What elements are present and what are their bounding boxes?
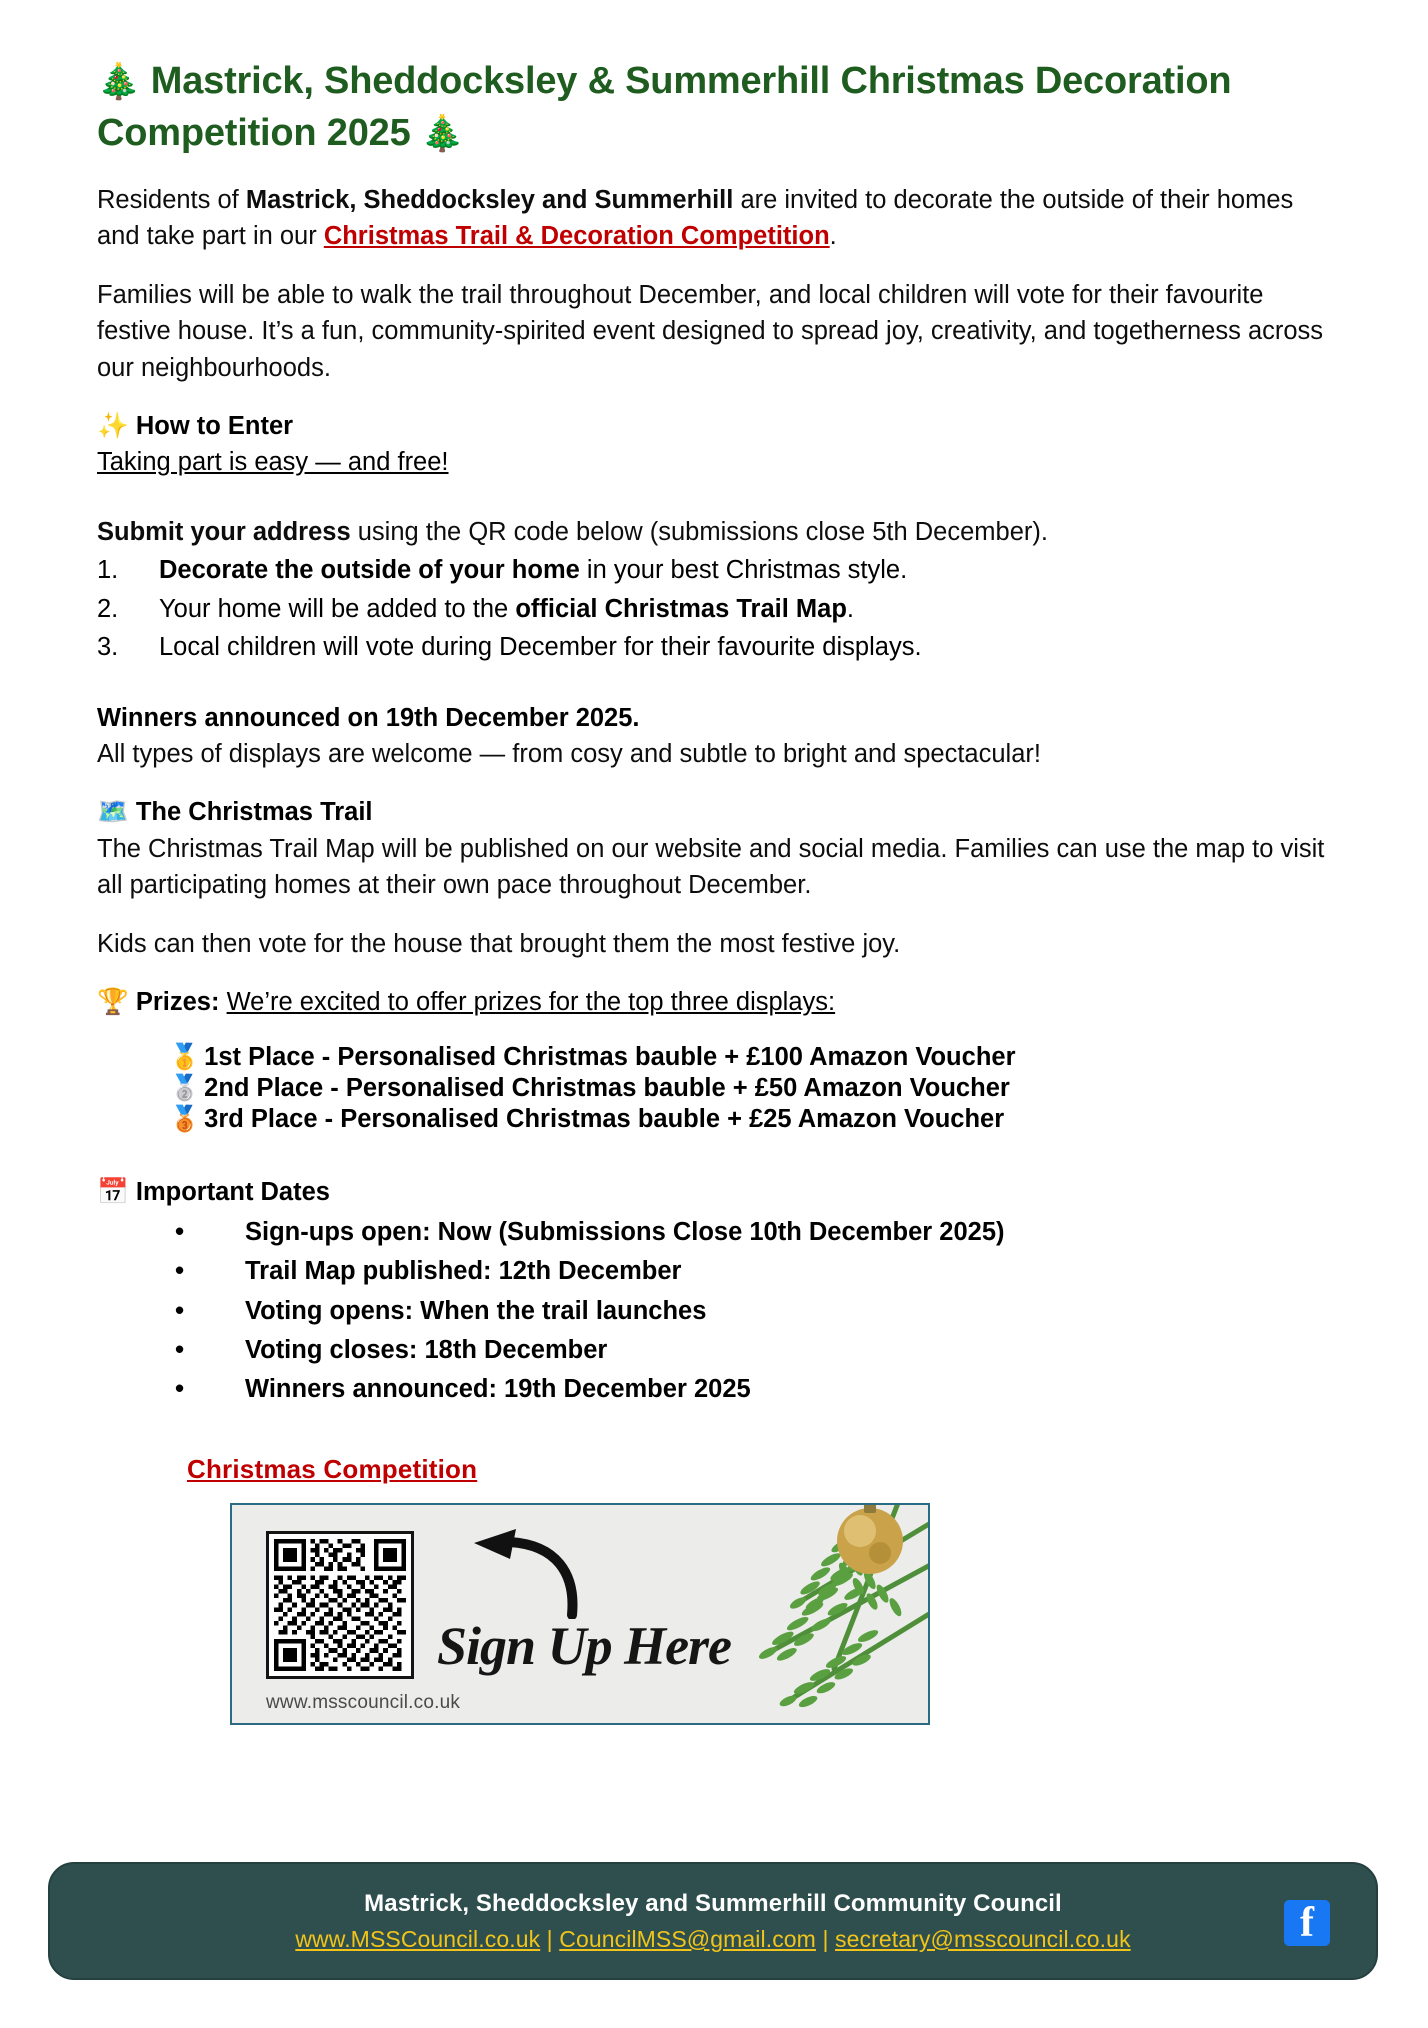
christmas-trail-body: The Christmas Trail Map will be published on our website and social media. Families can use the map to visit all participating homes at their own pace throughout December.	[97, 834, 1325, 899]
bronze-medal-icon: 🥉	[169, 1104, 201, 1134]
how-to-enter-steps	[97, 552, 1327, 665]
step-number-3: 3.	[97, 632, 119, 661]
intro-p1-part-c: .	[829, 222, 837, 251]
qr-code-icon[interactable]	[266, 1531, 414, 1679]
important-dates-list	[175, 1214, 1327, 1407]
prize-2-text: 2nd Place - Personalised Christmas bauble + £50 Amazon Voucher	[204, 1074, 1010, 1103]
list-item: • Sign-ups open: Now (Submissions Close 10th December 2025)	[175, 1214, 1327, 1250]
step-1-bold: Decorate the outside of your home	[159, 556, 580, 585]
footer-website-link[interactable]: www.MSSCouncil.co.uk	[295, 1926, 541, 1952]
page-title	[97, 55, 1327, 160]
list-item: • Voting opens: When the trail launches	[175, 1293, 1327, 1329]
step-3-rest: Local children will vote during December for their favourite displays.	[159, 632, 922, 661]
list-item	[97, 629, 1327, 665]
footer-email-link-2[interactable]: secretary@msscouncil.co.uk	[835, 1926, 1131, 1952]
list-item: • Voting closes: 18th December	[175, 1332, 1327, 1368]
prize-1-text: 1st Place - Personalised Christmas bauble + £100 Amazon Voucher	[204, 1043, 1016, 1072]
trophy-icon: 🏆	[97, 987, 129, 1018]
step-1-rest: in your best Christmas style.	[579, 556, 908, 585]
banner-website-url: www.msscouncil.co.uk	[266, 1692, 461, 1714]
submit-address-line	[97, 514, 1327, 550]
christmas-trail-heading-text: The Christmas Trail	[135, 798, 373, 827]
footer-contact-links	[50, 1926, 1376, 1953]
prizes-subtitle: We’re excited to offer prizes for the top three displays:	[226, 988, 836, 1017]
step-number-1: 1.	[97, 556, 119, 585]
prizes-list	[169, 1042, 1327, 1134]
list-item	[169, 1104, 1327, 1135]
important-dates-heading	[97, 1175, 1327, 1210]
intro-p1-part-b: are invited to decorate the outside of their homes and take part in our	[97, 185, 1294, 251]
footer-bar	[48, 1862, 1378, 1980]
document-content	[97, 55, 1327, 1725]
prize-3-text: 3rd Place - Personalised Christmas bauble + £25 Amazon Voucher	[204, 1105, 1005, 1134]
footer-email-link-1[interactable]: CouncilMSS@gmail.com	[559, 1926, 816, 1952]
list-item	[97, 552, 1327, 588]
pine-branch-decoration	[648, 1503, 930, 1725]
step-2-bold-tail: official Christmas Trail Map	[515, 594, 847, 623]
list-item: • Winners announced: 19th December 2025	[175, 1371, 1327, 1407]
prizes-label: Prizes:	[135, 988, 220, 1017]
curved-arrow-icon	[444, 1529, 589, 1619]
competition-inline-link[interactable]: Christmas Trail & Decoration Competition	[323, 222, 830, 251]
how-to-enter-subheading: Taking part is easy — and free!	[97, 448, 449, 477]
how-to-enter-heading	[97, 409, 1327, 444]
list-item	[169, 1042, 1327, 1073]
winners-announced-line: Winners announced on 19th December 2025.	[97, 704, 640, 733]
sparkles-icon: ✨	[97, 410, 129, 441]
step-number-2: 2.	[97, 594, 119, 623]
christmas-competition-link[interactable]: Christmas Competition	[187, 1454, 478, 1485]
intro-p1-bold-areas: Mastrick, Sheddocksley and Summerhill	[245, 185, 734, 214]
facebook-icon[interactable]	[1284, 1900, 1330, 1946]
intro-paragraph-1	[97, 182, 1327, 254]
kids-vote-line: Kids can then vote for the house that brought them the most festive joy.	[97, 930, 901, 959]
prizes-heading	[97, 985, 1327, 1020]
map-icon: 🗺️	[97, 797, 129, 828]
submit-address-rest: using the QR code below (submissions close 5th December).	[350, 518, 1048, 547]
step-2-rest: Your home will be added to the	[159, 594, 516, 623]
calendar-icon: 📅	[97, 1176, 129, 1207]
list-item: • Trail Map published: 12th December	[175, 1253, 1327, 1289]
sign-up-here-text: Sign Up Here	[437, 1616, 732, 1677]
silver-medal-icon: 🥈	[169, 1073, 201, 1103]
christmas-tree-icon: 🎄	[97, 62, 141, 102]
important-dates-heading-text: Important Dates	[135, 1177, 330, 1206]
all-types-line: All types of displays are welcome — from cosy and subtle to bright and spectacular!	[97, 740, 1041, 769]
christmas-tree-icon-2: 🎄	[420, 114, 465, 155]
facebook-icon-letter: f	[1300, 1900, 1314, 1946]
step-2-tail: .	[846, 594, 854, 623]
intro-p1-part-a: Residents of	[97, 185, 246, 214]
list-item	[97, 591, 1327, 627]
footer-separator-2: |	[815, 1926, 836, 1952]
page-title-line2: Decoration Competition 2025	[97, 60, 1232, 155]
footer-organisation-name: Mastrick, Sheddocksley and Summerhill Community Council	[364, 1890, 1062, 1917]
signup-qr-banner[interactable]	[230, 1503, 930, 1725]
how-to-enter-heading-text: How to Enter	[135, 411, 294, 440]
submit-address-bold: Submit your address	[97, 518, 351, 547]
gold-medal-icon: 🥇	[169, 1042, 201, 1072]
page-title-line1: Mastrick, Sheddocksley & Summerhill Christmas	[150, 60, 1025, 102]
list-item	[169, 1073, 1327, 1104]
intro-paragraph-2: Families will be able to walk the trail throughout December, and local children will vote for their favourite festive house. It’s a fun, community-spirited event designed to spread joy, creativity, and togetherness across our neighbourhoods.	[97, 281, 1324, 382]
christmas-trail-heading	[97, 795, 1327, 830]
footer-separator-1: |	[540, 1926, 560, 1952]
